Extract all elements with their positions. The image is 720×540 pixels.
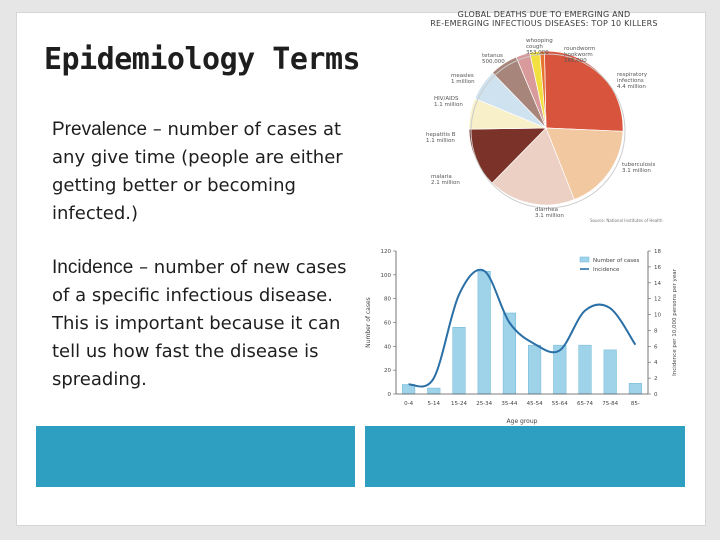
- footer-bar-right: [365, 426, 685, 487]
- x-tick-label-45-54: 45-54: [526, 401, 543, 407]
- x-axis-label: Age group: [506, 418, 538, 425]
- pie-label-tuberculosis: tuberculosis 3.1 million: [622, 162, 656, 174]
- x-tick-label-0-4: 0-4: [404, 401, 414, 407]
- slide-right-margin: [706, 0, 720, 540]
- y2-tick-label: 18: [654, 249, 661, 255]
- pie-label-hiv-aids: HIV/AIDS 1.1 million: [434, 96, 463, 108]
- y2-tick-label: 16: [654, 264, 661, 271]
- y2-axis-label: Incidence per 10,000 persons per year: [672, 269, 678, 376]
- x-tick-label-75-84: 75-84: [602, 401, 619, 407]
- pie-label-respiratory-infections: respiratory infections 4.4 million: [617, 72, 648, 90]
- bar-45-54: [528, 345, 541, 394]
- bar-15-24: [453, 327, 466, 394]
- pie-label-malaria: malaria 2.1 million: [431, 174, 460, 186]
- pie-chart-figure: [408, 4, 680, 222]
- bar-5-14: [428, 388, 441, 394]
- y-tick-label: 20: [384, 368, 391, 375]
- y2-tick-label: 8: [654, 328, 658, 335]
- footer-bar-left: [36, 426, 355, 487]
- legend-swatch-cases: [580, 257, 589, 262]
- bar-65-74: [579, 345, 592, 394]
- pie-chart-svg: [408, 4, 680, 222]
- y2-tick-label: 10: [654, 312, 661, 319]
- incidence-paragraph: [52, 254, 352, 394]
- incidence-definition: – number of new cases of a specific infectious disease. This is important because it can tell us how fast the disease is spreading.: [52, 257, 347, 390]
- x-tick-label-15-24: 15-24: [451, 401, 467, 407]
- y2-tick-label: 12: [654, 296, 661, 303]
- y2-tick-label: 6: [654, 344, 658, 351]
- pie-label-tetanus: tetanus 500,000: [482, 53, 505, 65]
- pie-chart-source: Source: National Institutes of Health: [590, 218, 663, 223]
- x-tick-label-5-14: 5-14: [427, 401, 441, 407]
- x-tick-label-25-34: 25-34: [476, 401, 493, 407]
- incidence-term: Incidence: [52, 257, 134, 278]
- x-tick-label-65-74: 65-74: [577, 401, 593, 407]
- x-tick-label-35-44: 35-44: [501, 401, 518, 407]
- bar-85: [629, 383, 642, 394]
- y-tick-label: 60: [384, 320, 391, 327]
- pie-label-diarrhea: diarrhea 3.1 million: [535, 207, 564, 219]
- prevalence-term: Prevalence: [52, 119, 148, 140]
- prevalence-paragraph: [52, 116, 352, 228]
- y2-tick-label: 14: [654, 280, 661, 287]
- x-tick-label-55-64: 55-64: [551, 401, 568, 407]
- y2-tick-label: 2: [654, 376, 658, 383]
- slide-left-margin: [0, 0, 16, 540]
- pie-label-measles: measles 1 million: [451, 73, 475, 85]
- bar-35-44: [503, 313, 516, 394]
- bar-25-34: [478, 271, 491, 394]
- pie-label-roundworm-hookworm: roundworm hookworm 165,000: [564, 46, 596, 64]
- y-axis-label: Number of cases: [365, 297, 372, 348]
- x-tick-label-85: 85-: [630, 401, 640, 407]
- legend-label-incidence: Incidence: [593, 267, 620, 273]
- incidence-chart-svg: [360, 243, 686, 426]
- incidence-chart-figure: [360, 243, 686, 426]
- legend-label-cases: Number of cases: [593, 258, 640, 264]
- pie-label-whooping-cough: whooping cough 353,000: [526, 38, 553, 56]
- y2-tick-label: 4: [654, 360, 658, 367]
- prevalence-definition: – number of cases at any give time (people are either getting better or becoming infected.): [52, 119, 343, 224]
- pie-title-line2: RE-EMERGING INFECTIOUS DISEASES: TOP 10 KILLERS: [430, 19, 658, 28]
- y-tick-label: 100: [380, 272, 391, 279]
- slide-bottom-margin: [0, 526, 720, 540]
- bar-75-84: [604, 350, 617, 394]
- pie-title-line1: GLOBAL DEATHS DUE TO EMERGING AND: [457, 10, 631, 19]
- slide-title: Epidemiology Terms: [44, 42, 361, 77]
- pie-label-hepatitis-b: hepatitis B 1.1 million: [426, 132, 456, 144]
- y-tick-label: 40: [384, 344, 391, 351]
- y2-tick-label: 0: [654, 392, 658, 398]
- y-tick-label: 120: [380, 249, 391, 255]
- chart-background: [360, 243, 686, 426]
- y-tick-label: 80: [384, 296, 391, 303]
- y-tick-label: 0: [387, 392, 391, 398]
